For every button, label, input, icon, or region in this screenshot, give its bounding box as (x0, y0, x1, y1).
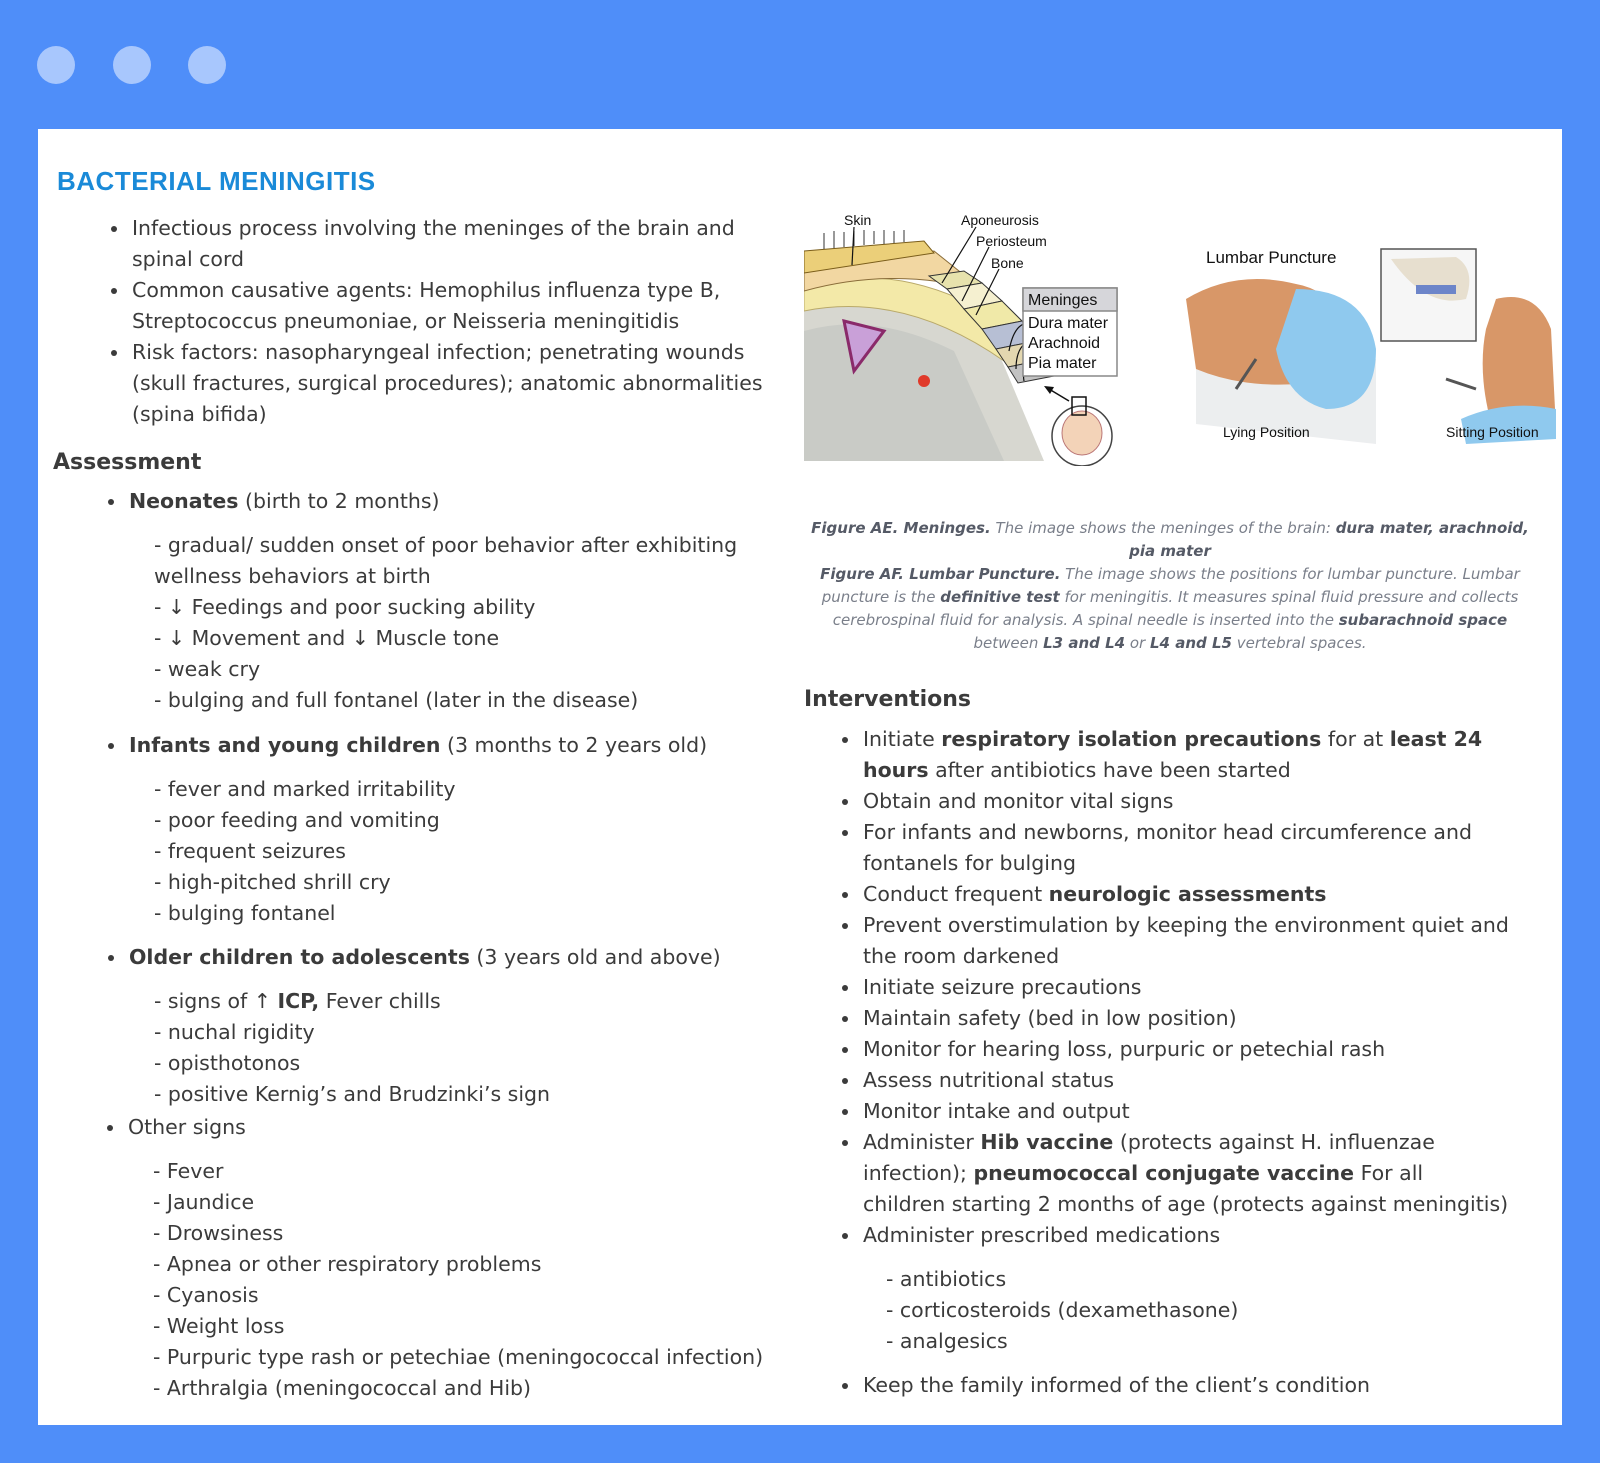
page-title: BACTERIAL MENINGITIS (57, 166, 376, 196)
interventions-list (806, 724, 1511, 1251)
list-item: • Obtain and monitor vital signs (861, 786, 1511, 817)
group-range: (birth to 2 months) (238, 489, 440, 513)
assessment-list (56, 486, 816, 517)
item-text: Conduct frequent (863, 882, 1049, 906)
list-item: - gradual/ sudden onset of poor behavior after exhibiting wellness behaviors at birth (154, 533, 738, 588)
label-dura-mater: Dura mater (1028, 315, 1109, 332)
assessment-list (56, 1112, 816, 1143)
assessment-list (56, 942, 816, 973)
list-item: • For infants and newborns, monitor head circumference and fontanels for bulging (861, 817, 1511, 879)
sub-list (56, 1156, 816, 1404)
label-bone: Bone (991, 255, 1024, 271)
list-item (861, 724, 1511, 786)
list-item: - fever and marked irritability (154, 777, 456, 801)
item-text: (protects against H. influenzae infection); (863, 1130, 1442, 1185)
list-item: • Prevent overstimulation by keeping the environment quiet and the room darkened (861, 910, 1511, 972)
interventions-list (806, 1370, 1546, 1401)
caption-bold: dura mater, arachnoid, pia mater (1129, 519, 1529, 560)
meninges-figure (804, 211, 1169, 466)
lp-sitting-label: Sitting Position (1446, 424, 1539, 440)
interventions-heading: Interventions (804, 687, 971, 712)
item-text: after antibiotics have been started (928, 758, 1291, 782)
sub-list (56, 986, 816, 1110)
list-item: • Keep the family informed of the client’s condition (861, 1370, 1546, 1401)
list-item (127, 486, 816, 517)
group-label: Older children to adolescents (129, 945, 470, 969)
list-item: - Weight loss (153, 1314, 285, 1338)
lumbar-puncture-figure (1176, 229, 1558, 467)
content-page (38, 129, 1562, 1425)
list-item: - corticosteroids (dexamethasone) (886, 1298, 1239, 1322)
group-label: Neonates (129, 489, 239, 513)
list-item: - Arthralgia (meningococcal and Hib) (153, 1376, 532, 1400)
list-item: - ↓ Movement and ↓ Muscle tone (154, 626, 500, 650)
window-minimize-dot[interactable] (113, 46, 151, 84)
list-item: - opisthotonos (154, 1051, 301, 1075)
medications-list (806, 1264, 1546, 1357)
list-item: • Monitor intake and output (861, 1096, 1511, 1127)
left-column (53, 213, 816, 1404)
window-close-dot[interactable] (37, 46, 75, 84)
label-periosteum: Periosteum (976, 233, 1047, 249)
item-bold: respiratory isolation precautions (941, 727, 1322, 751)
list-item: - analgesics (886, 1329, 1008, 1353)
list-item: - Drowsiness (153, 1221, 284, 1245)
lp-lying-label: Lying Position (1223, 424, 1310, 440)
group-label: Infants and young children (129, 733, 441, 757)
caption-bold: subarachnoid space (1338, 611, 1508, 629)
item-text: Fever chills (319, 989, 441, 1013)
list-item (154, 986, 816, 1017)
list-item: - nuchal rigidity (154, 1020, 315, 1044)
right-column (806, 684, 1546, 1401)
item-bold: least 24 hours (863, 727, 1483, 782)
caption-bold: definitive test (940, 588, 1060, 606)
list-item: • Infectious process involving the meninges of the brain and spinal cord (130, 213, 780, 275)
list-item: - frequent seizures (154, 839, 346, 863)
group-range: (3 years old and above) (469, 945, 721, 969)
list-item: - Jaundice (153, 1190, 255, 1214)
caption-bold: L4 and L5 (1149, 634, 1232, 652)
caption-text: for meningitis. It measures spinal fluid pressure and collects cerebrospinal fluid for analysis. A spinal needle is inserted into the (832, 588, 1524, 629)
list-item (127, 942, 816, 973)
list-item: • Risk factors: nasopharyngeal infection; penetrating wounds (skull fractures, surgical procedures); anatomic abnormalities (spina bifida) (130, 337, 780, 430)
sub-list (56, 530, 794, 716)
label-pia-mater: Pia mater (1028, 355, 1097, 372)
list-item (861, 879, 1511, 910)
lp-title: Lumbar Puncture (1206, 248, 1337, 267)
caption-text: The image shows the meninges of the brain: (990, 519, 1336, 537)
item-text: For all children starting 2 months of age (protects against meningitis) (863, 1161, 1509, 1216)
list-item: • Administer prescribed medications (861, 1220, 1511, 1251)
sub-list (56, 774, 816, 929)
item-text: Initiate (863, 727, 942, 751)
list-item: - bulging and full fontanel (later in the disease) (154, 688, 639, 712)
list-item: - bulging fontanel (154, 901, 336, 925)
list-item: - positive Kernig’s and Brudzinki’s sign (154, 1082, 551, 1106)
list-item: • Assess nutritional status (861, 1065, 1511, 1096)
label-meninges: Meninges (1028, 292, 1098, 309)
list-item: • Other signs (126, 1112, 816, 1143)
label-aponeurosis: Aponeurosis (961, 212, 1039, 228)
list-item: - high-pitched shrill cry (154, 870, 391, 894)
label-arachnoid: Arachnoid (1028, 335, 1101, 352)
caption-text: between (973, 611, 1512, 652)
list-item: - Fever (153, 1159, 224, 1183)
list-item: - weak cry (154, 657, 261, 681)
caption-bold: L3 and L4 (1043, 634, 1126, 652)
list-item: - Purpuric type rash or petechiae (meningococcal infection) (153, 1345, 764, 1369)
item-bold: Hib vaccine (980, 1130, 1114, 1154)
item-bold: ICP, (277, 989, 320, 1013)
caption-ae (800, 517, 1540, 563)
list-item: - Cyanosis (153, 1283, 259, 1307)
assessment-list (56, 730, 816, 761)
list-item (127, 730, 816, 761)
caption-text: vertebral spaces. (1231, 634, 1367, 652)
assessment-heading: Assessment (53, 450, 202, 475)
caption-label: Figure AF. Lumbar Puncture. (820, 565, 1061, 583)
item-text: for at (1321, 727, 1390, 751)
list-item: • Monitor for hearing loss, purpuric or petechial rash (861, 1034, 1511, 1065)
item-text: - signs of ↑ (154, 989, 278, 1013)
list-item: - Apnea or other respiratory problems (153, 1252, 542, 1276)
list-item: • Initiate seizure precautions (861, 972, 1511, 1003)
figure-caption (800, 517, 1540, 655)
caption-text: The image shows the positions for lumbar puncture. Lumbar puncture is the (821, 565, 1525, 606)
item-bold: pneumococcal conjugate vaccine (973, 1161, 1355, 1185)
caption-text: or (1125, 634, 1150, 652)
label-skin: Skin (844, 212, 872, 228)
item-text: Administer (863, 1130, 981, 1154)
intro-list (56, 213, 780, 430)
list-item: - poor feeding and vomiting (154, 808, 440, 832)
group-range: (3 months to 2 years old) (440, 733, 708, 757)
list-item: • Common causative agents: Hemophilus influenza type B, Streptococcus pneumoniae, or Neisseria meningitidis (130, 275, 780, 337)
caption-label: Figure AE. Meninges. (811, 519, 991, 537)
list-item (861, 1127, 1511, 1220)
item-bold: neurologic assessments (1048, 882, 1327, 906)
window-maximize-dot[interactable] (188, 46, 226, 84)
list-item: - antibiotics (886, 1267, 1007, 1291)
list-item: • Maintain safety (bed in low position) (861, 1003, 1511, 1034)
list-item: - ↓ Feedings and poor sucking ability (154, 595, 536, 619)
caption-af (800, 563, 1540, 655)
